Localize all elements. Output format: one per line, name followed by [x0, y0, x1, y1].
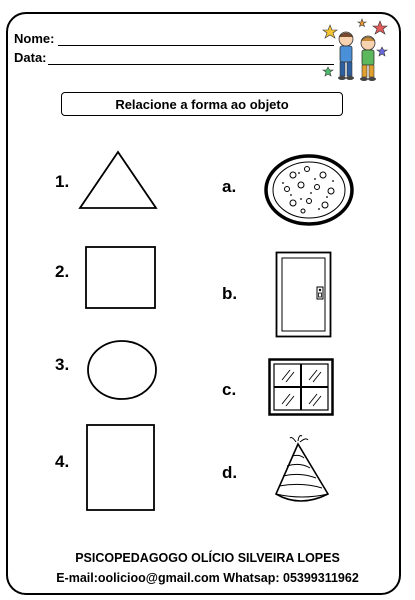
item-number-1: 1.: [55, 172, 70, 191]
name-line[interactable]: [58, 45, 334, 46]
date-field[interactable]: [14, 50, 47, 65]
instruction-title: [61, 92, 343, 116]
footer-contact: E-mail:oolicioo@gmail.com Whatsap: 05399311962: [56, 571, 359, 585]
window-icon[interactable]: [268, 358, 334, 416]
name-label: Nome:: [14, 31, 55, 46]
item-number-2: 2.: [55, 262, 70, 281]
triangle-icon[interactable]: [78, 150, 158, 210]
item-number-3: 3.: [55, 355, 70, 374]
pizza-icon[interactable]: [263, 153, 355, 227]
door-icon[interactable]: [275, 251, 333, 339]
instruction-title-text: Relacione a forma ao objeto: [115, 96, 289, 112]
kids-clipart-icon: [322, 17, 390, 87]
square-icon[interactable]: [85, 246, 157, 310]
item-letter-d: d.: [222, 463, 238, 482]
party-hat-icon[interactable]: [272, 434, 332, 512]
item-letter-c: c.: [222, 380, 237, 399]
footer-author: PSICOPEDAGOGO OLÍCIO SILVEIRA LOPES: [75, 551, 340, 565]
item-letter-b: b.: [222, 284, 238, 303]
item-letter-a: a.: [222, 177, 237, 196]
item-number-4: 4.: [55, 452, 70, 471]
date-label: Data:: [14, 50, 47, 65]
date-line[interactable]: [48, 64, 334, 65]
circle-icon[interactable]: [86, 339, 158, 401]
rectangle-icon[interactable]: [86, 424, 156, 512]
name-field[interactable]: [14, 31, 54, 46]
